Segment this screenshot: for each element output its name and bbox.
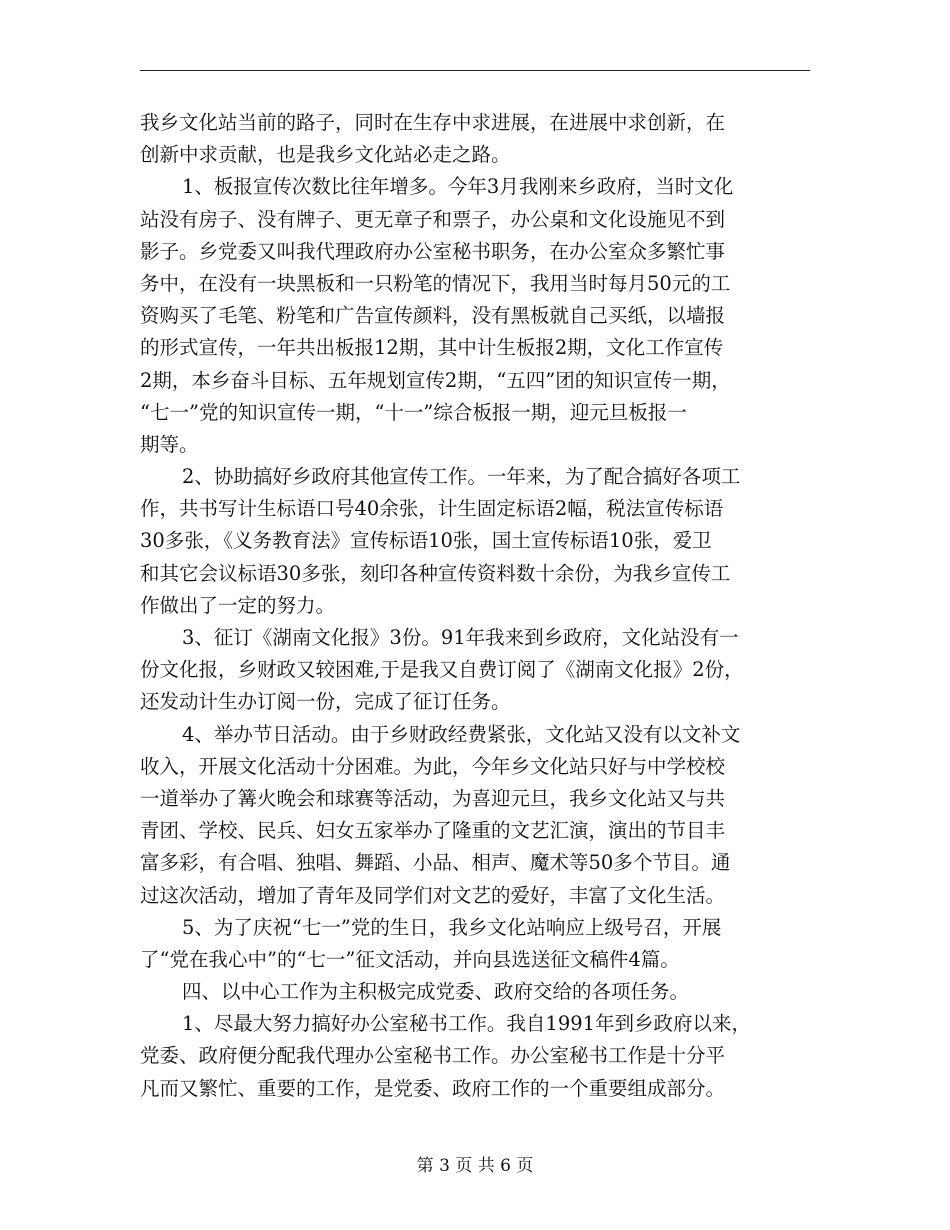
paragraph-first-line: 1、板报宣传次数比往年增多。今年3月我刚来乡政府，当时文化 xyxy=(182,175,734,199)
text-line: 收入，开展文化活动十分困难。为此，今年乡文化站只好与中学校校 xyxy=(140,754,726,778)
text-line: 2期，本乡奋斗目标、五年规划宣传2期，“五四”团的知识宣传一期， xyxy=(140,368,731,392)
text-line: 和其它会议标语30多张，刻印各种宣传资料数十余份，为我乡宣传工 xyxy=(140,561,731,585)
text-line: 创新中求贡献，也是我乡文化站必走之路。 xyxy=(140,143,511,167)
paragraph-first-line: 3、征订《湖南文化报》3份。91年我来到乡政府，文化站没有一 xyxy=(182,626,739,649)
header-rule xyxy=(140,70,810,71)
text-line: “七一”党的知识宣传一期，“十一”综合板报一期，迎元旦板报一 xyxy=(140,400,687,424)
document-body xyxy=(140,107,820,1105)
text-line: 过这次活动，增加了青年及同学们对文艺的爱好，丰富了文化生活。 xyxy=(140,883,726,907)
text-line: 富多彩，有合唱、独唱、舞蹈、小品、相声、魔术等50多个节目。通 xyxy=(140,851,731,875)
text-line: 期等。 xyxy=(140,432,199,456)
text-line: 作做出了一定的努力。 xyxy=(140,593,336,617)
paragraph-first-line: 1、尽最大努力搞好办公室秘书工作。我自1991年到乡政府以来， xyxy=(182,1012,752,1036)
text-line: 我乡文化站当前的路子，同时在生存中求进展，在进展中求创新，在 xyxy=(140,111,726,134)
text-line: 务中，在没有一块黑板和一只粉笔的情况下，我用当时每月50元的工 xyxy=(140,271,731,295)
text-line: 份文化报，乡财政又较困难,于是我又自费订阅了《湖南文化报》2份， xyxy=(140,658,744,682)
text-line: 一道举办了篝火晚会和球赛等活动，为喜迎元旦，我乡文化站又与共 xyxy=(140,786,726,810)
text-line: 的形式宣传，一年共出板报12期，其中计生板报2期，文化工作宣传 xyxy=(140,336,724,360)
text-line: 30多张，《义务教育法》宣传标语10张，国土宣传标语10张，爱卫 xyxy=(140,529,712,553)
text-line: 还发动计生办订阅一份，完成了征订任务。 xyxy=(140,690,511,714)
text-line: 影子。乡党委又叫我代理政府办公室秘书职务，在办公室众多繁忙事 xyxy=(140,239,726,263)
paragraph-first-line: 2、协助搞好乡政府其他宣传工作。一年来，为了配合搞好各项工 xyxy=(182,465,741,489)
text-line: 党委、政府便分配我代理办公室秘书工作。办公室秘书工作是十分平 xyxy=(140,1044,726,1068)
page-footer: 第 3 页 共 6 页 xyxy=(416,1156,534,1176)
text-line: 作，共书写计生标语口号40余张，计生固定标语2幅，税法宣传标语 xyxy=(140,497,724,521)
paragraph-first-line: 四、以中心工作为主积极完成党委、政府交给的各项任务。 xyxy=(182,980,690,1004)
paragraph-first-line: 5、为了庆祝“七一”党的生日，我乡文化站响应上级号召，开展 xyxy=(182,915,722,939)
text-line: 凡而又繁忙、重要的工作，是党委、政府工作的一个重要组成部分。 xyxy=(140,1076,726,1100)
text-line: 资购买了毛笔、粉笔和广告宣传颜料，没有黑板就自己买纸，以墙报 xyxy=(140,304,726,328)
paragraph-first-line: 4、举办节日活动。由于乡财政经费紧张，文化站又没有以文补文 xyxy=(182,722,741,746)
text-line: 站没有房子、没有牌子、更无章子和票子，办公桌和文化设施见不到 xyxy=(140,207,726,231)
text-line: 青团、学校、民兵、妇女五家举办了隆重的文艺汇演，演出的节目丰 xyxy=(140,819,726,843)
text-line: 了“党在我心中”的“七一”征文活动，并向县选送征文稿件4篇。 xyxy=(140,947,680,971)
